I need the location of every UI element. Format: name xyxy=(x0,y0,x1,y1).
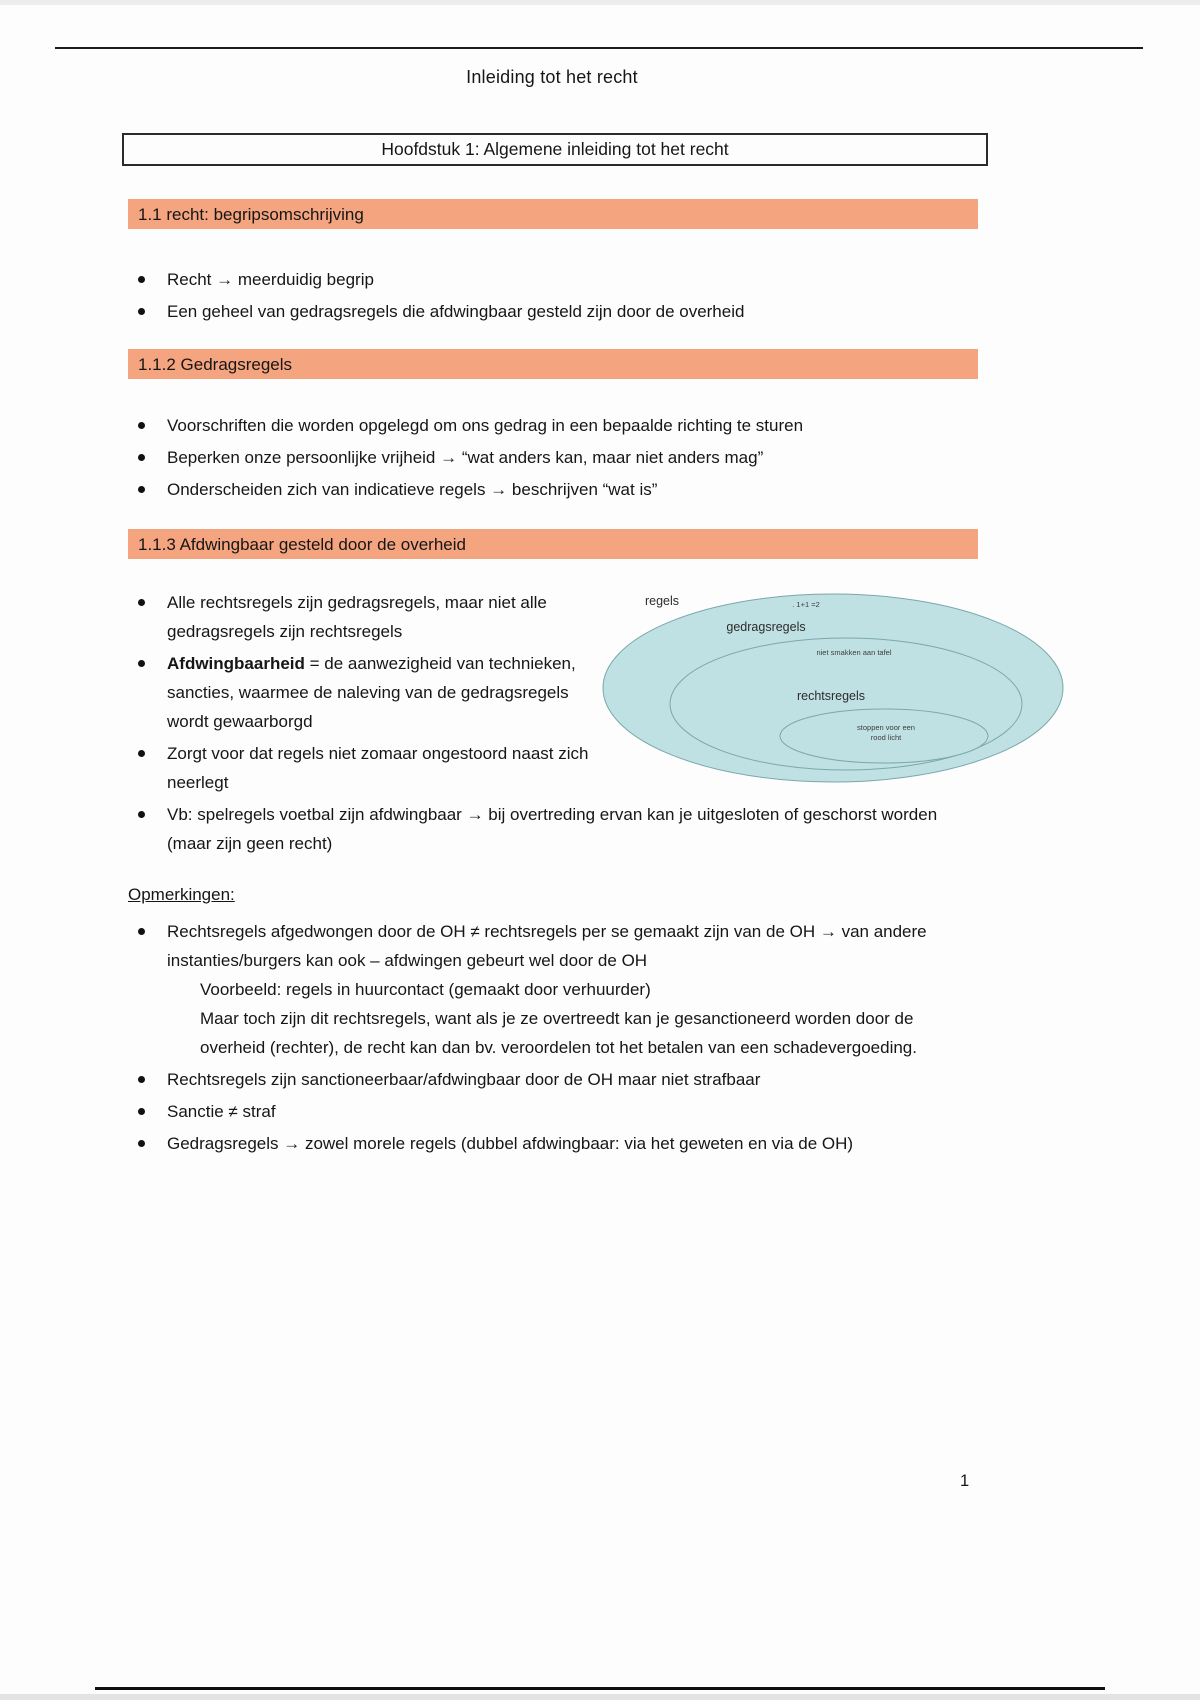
rechtsregels-example-line1: stoppen voor een xyxy=(857,723,915,732)
sub-paragraph: Voorbeeld: regels in huurcontact (gemaakt door verhuurder) xyxy=(200,980,651,999)
remarks-block xyxy=(128,880,948,1161)
bullet-item: Sanctie ≠ straf xyxy=(128,1097,948,1126)
scan-edge-top xyxy=(0,0,1200,5)
section-heading-1-1: 1.1 recht: begripsomschrijving xyxy=(128,199,978,229)
section-1-1-bullet-list xyxy=(128,265,978,329)
footer-rule xyxy=(95,1687,1105,1690)
section-1-1-2-bullet-list xyxy=(128,411,978,507)
bold-term: Afdwingbaarheid xyxy=(167,654,305,673)
regels-label: regels xyxy=(644,594,680,608)
bullet-item: Beperken onze persoonlijke vrijheid → “wat anders kan, maar niet anders mag” xyxy=(128,443,978,472)
bullet-item: Recht → meerduidig begrip xyxy=(128,265,978,294)
section-heading-1-1-3: 1.1.3 Afdwingbaar gesteld door de overheid xyxy=(128,529,978,559)
sub-paragraph: Maar toch zijn dit rechtsregels, want als je ze overtreedt kan je gesanctioneerd worden door de overheid (rechter), de recht kan dan bv. veroordelen tot het betalen van een schadevergoeding. xyxy=(200,1009,917,1057)
note-top-label: . 1+1 =2 xyxy=(792,600,820,609)
gedragsregels-label: gedragsregels xyxy=(726,620,806,634)
section-1-1-3-bullet-list xyxy=(128,588,1078,858)
bullet-item: Gedragsregels → zowel morele regels (dubbel afdwingbaar: via het geweten en via de OH) xyxy=(128,1129,948,1158)
rechtsregels-label: rechtsregels xyxy=(796,689,866,703)
gedragsregels-example: niet smakken aan tafel xyxy=(816,648,892,657)
bullet-item: Zorgt voor dat regels niet zomaar ongestoord naast zich neerlegt xyxy=(128,739,1078,797)
bullet-item xyxy=(128,917,948,1062)
scan-edge-bottom xyxy=(0,1694,1200,1700)
section-1-1-3-content xyxy=(128,588,1078,861)
remarks-bullet-list xyxy=(128,917,948,1158)
bullet-item: Vb: spelregels voetbal zijn afdwingbaar → bij overtreding ervan kan je uitgesloten of geschorst worden (maar zijn geen recht) xyxy=(128,800,958,858)
bullet-item: Voorschriften die worden opgelegd om ons gedrag in een bepaalde richting te sturen xyxy=(128,411,978,440)
bullet-text: = de aanwezigheid van technieken, sancties, waarmee de naleving van de gedragsregels wordt gewaarborgd xyxy=(167,654,576,731)
bullet-item: Alle rechtsregels zijn gedragsregels, maar niet alle gedragsregels zijn rechtsregels xyxy=(128,588,1078,646)
bullet-item: Rechtsregels zijn sanctioneerbaar/afdwingbaar door de OH maar niet strafbaar xyxy=(128,1065,948,1094)
bullet-item xyxy=(128,649,1078,736)
bullet-item: Een geheel van gedragsregels die afdwingbaar gesteld zijn door de overheid xyxy=(128,297,978,326)
section-heading-1-1-2: 1.1.2 Gedragsregels xyxy=(128,349,978,379)
chapter-heading: Hoofdstuk 1: Algemene inleiding tot het recht xyxy=(381,139,729,159)
header-rule xyxy=(55,47,1143,49)
document-title: Inleiding tot het recht xyxy=(466,67,638,87)
bullet-item: Onderscheiden zich van indicatieve regels → beschrijven “wat is” xyxy=(128,475,978,504)
page-number: 1 xyxy=(960,1472,970,1490)
chapter-heading-box xyxy=(122,133,988,166)
bullet-text: Rechtsregels afgedwongen door de OH ≠ rechtsregels per se gemaakt zijn van de OH → van andere instanties/burgers kan ook – afdwingen gebeurt wel door de OH xyxy=(167,922,927,970)
rechtsregels-example-line2: rood licht xyxy=(870,733,902,742)
remarks-heading: Opmerkingen: xyxy=(128,885,235,904)
